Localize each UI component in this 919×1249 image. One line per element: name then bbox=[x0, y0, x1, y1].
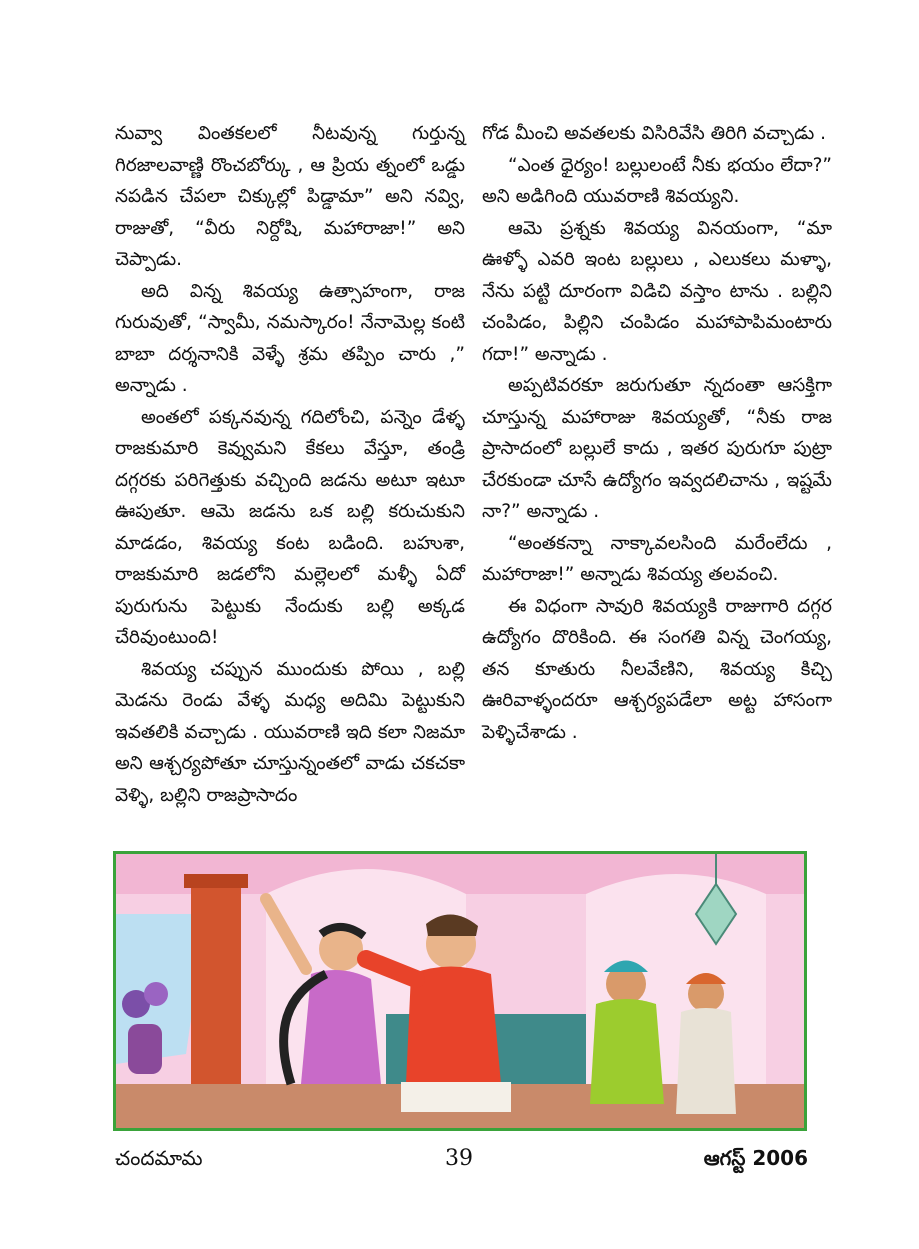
paragraph: ఆమె ప్రశ్నకు శివయ్య వినయంగా, “మా ఊళ్ళో ఎవరి ఇంట బల్లులు , ఎలుకలు మళ్ళా, నేను పట్టి దూరంగా విడిచి వస్తాం టాను . బల్లిని చంపిడం, పిల్లిని చంపిడం మహాపాపిమంటారు గదా!” అన్నాడు . bbox=[482, 217, 832, 365]
paragraph: అప్పటివరకూ జరుగుతూ న్నదంతా ఆసక్తిగా చూస్తున్న మహారాజు శివయ్యతో, “నీకు రాజ ప్రాసాదంలో బల్లులే కాదు , ఇతర పురుగూ పుట్రా చేరకుండా చూసే ఉద్యోగం ఇవ్వదలిచాను , ఇష్టమే నా?” అన్నాడు . bbox=[482, 375, 832, 522]
page-number: 39 bbox=[445, 1146, 473, 1171]
priest-robe bbox=[676, 1008, 736, 1114]
page-footer bbox=[115, 1146, 808, 1176]
text-column-right bbox=[482, 118, 832, 748]
issue-date: ఆగస్ట్ 2006 bbox=[703, 1146, 808, 1170]
paragraph: అంతలో పక్కనవున్న గదిలోంచి, పన్నెం డేళ్ళ రాజకుమారి కెవ్వుమని కేకలు వేస్తూ, తండ్రి దగ్గరకు పరిగెత్తుకు వచ్చింది జడను అటూ ఇటూ ఊపుతూ. ఆమె జడను ఒక బల్లి కరుచుకుని మాడడం, శివయ్య కంట బడింది. బహుశా, రాజకుమారి జడలోని మల్లెలలో మళ్ళీ ఏదో పురుగును పెట్టుకు నేందుకు బల్లి అక్కడ చేరివుంటుంది! bbox=[115, 406, 465, 648]
paragraph: గోడ మీంచి అవతలకు విసిరివేసి తిరిగి వచ్చాడు . bbox=[482, 123, 827, 144]
illustration-art bbox=[116, 854, 804, 1128]
minister-robe bbox=[590, 999, 664, 1104]
story-illustration bbox=[113, 851, 807, 1131]
flower bbox=[144, 982, 168, 1006]
pillar-capital bbox=[184, 874, 248, 888]
paragraph: “ఎంత ధైర్యం! బల్లులంటే నీకు భయం లేదా?” అని అడిగింది యువరాణి శివయ్యని. bbox=[482, 154, 832, 207]
magazine-name: చందమామ bbox=[115, 1146, 203, 1170]
hero-dhoti bbox=[401, 1082, 511, 1112]
paragraph: శివయ్య చప్పున ముందుకు పోయి , బల్లి మెడను రెండు వేళ్ళ మధ్య అదిమి పెట్టుకుని ఇవతలికి వచ్చాడు . యువరాణి ఇది కలా నిజమా అని ఆశ్చర్యపోతూ చూస్తున్నంతలో వాడు చకచకా వెళ్ళి, బల్లిని రాజప్రాసాదం bbox=[115, 658, 465, 806]
paragraph: ఈ విధంగా సావురి శివయ్యకి రాజుగారి దగ్గర ఉద్యోగం దొరికింది. ఈ సంగతి విన్న చెంగయ్య, తన కూతురు నీలవేణిని, శివయ్య కిచ్చి ఊరివాళ్ళందరూ ఆశ్చర్యపడేలా అట్ట హాసంగా పెళ్ళిచేశాడు . bbox=[482, 595, 832, 743]
paragraph: అది విన్న శివయ్య ఉత్సాహంగా, రాజ గురువుతో, “స్వామీ, నమస్కారం! నేనామెల్ల కంటి బాబా దర్శనానికి వెళ్ళే శ్రమ తప్పిం చారు ,” అన్నాడు . bbox=[115, 280, 465, 396]
text-column-left bbox=[115, 118, 465, 811]
vase bbox=[128, 1024, 162, 1074]
paragraph: నువ్వా వింతకలలో నీటవున్న గుర్తున్న గిరజాలవాణ్ణి రొంచబోర్కు , ఆ ప్రియ త్నంలో ఒడ్డు నపడిన చేపలా చిక్కుల్లో పిడ్డామా” అని నవ్వి, రాజుతో, “వీరు నిర్దోషి, మహారాజా!” అని చెప్పాడు. bbox=[115, 123, 465, 270]
paragraph: “అంతకన్నా నాక్కావలసింది మరేంలేదు , మహారాజా!” అన్నాడు శివయ్య తలవంచి. bbox=[482, 532, 832, 585]
